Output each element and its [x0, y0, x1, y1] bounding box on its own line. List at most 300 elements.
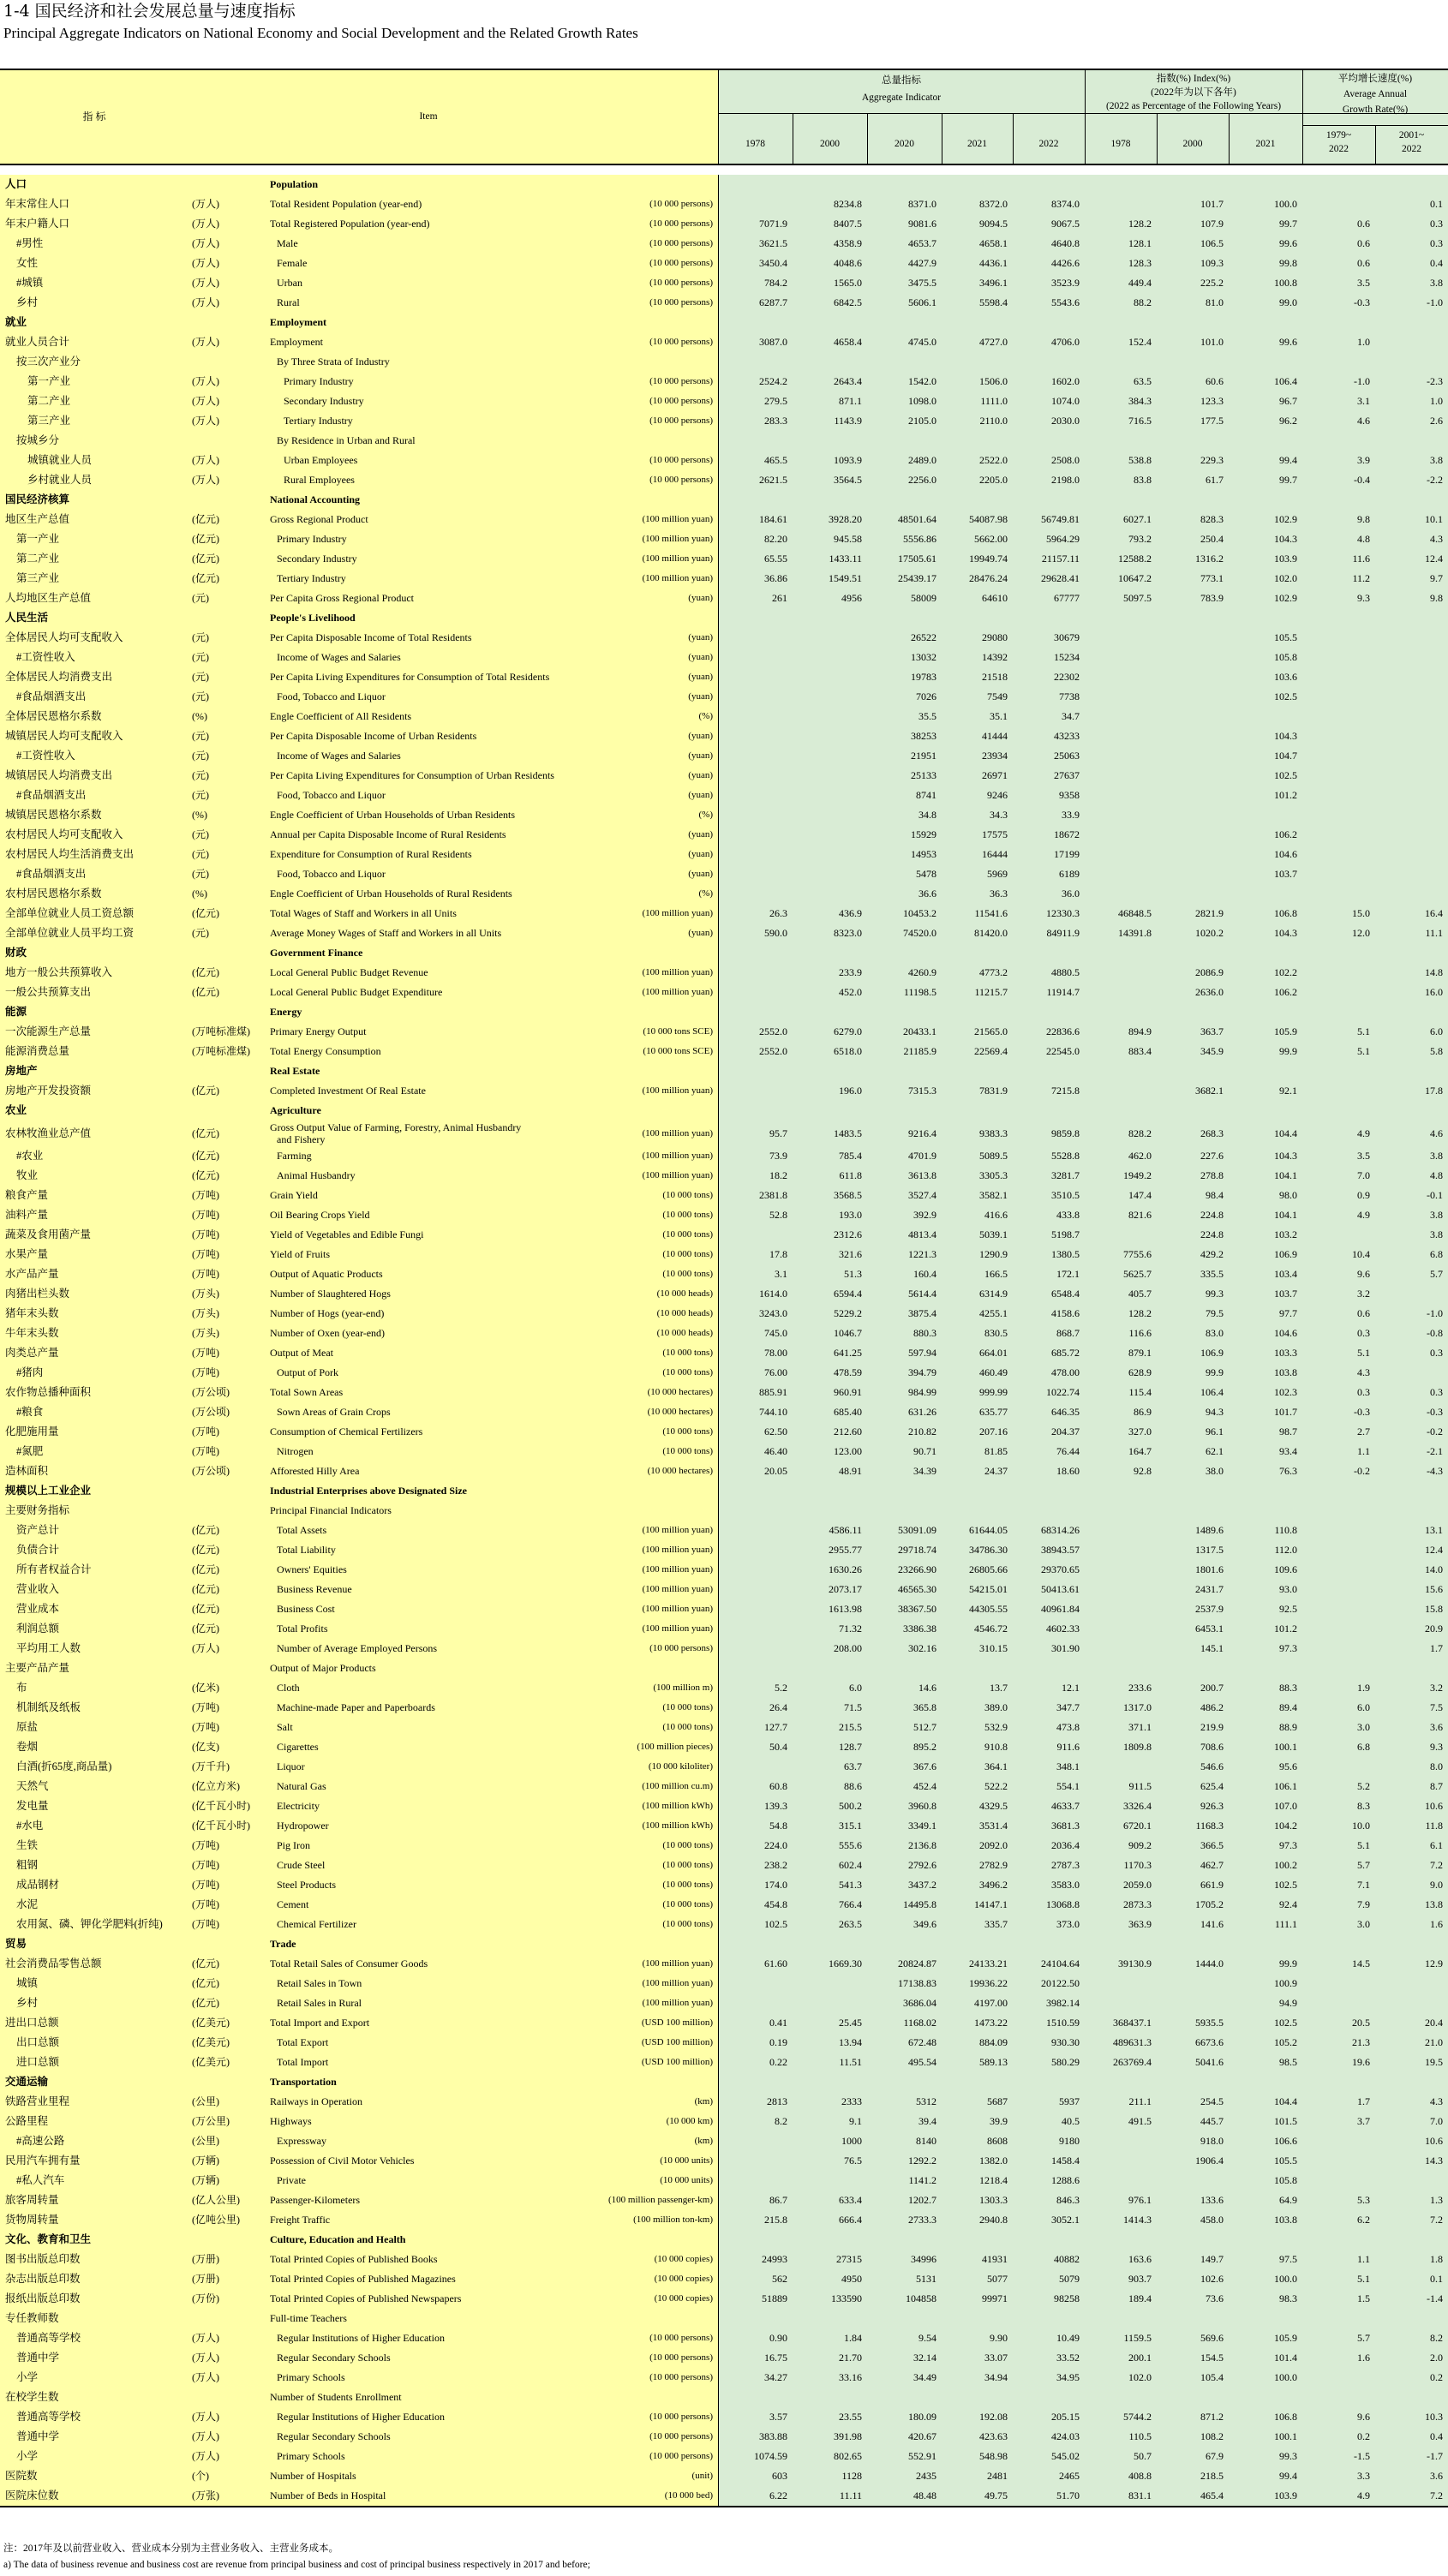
value-cell: 10.1: [1425, 513, 1443, 525]
value-cell: 6.8: [1430, 1248, 1443, 1260]
value-cell: 227.6: [1200, 1150, 1224, 1162]
value-cell: 315.1: [839, 1820, 862, 1832]
value-cell: [1302, 667, 1370, 687]
value-cell: 74520.0: [903, 927, 936, 939]
value-cell: [1302, 963, 1370, 983]
value-cell: 15929: [911, 828, 936, 840]
row-label-en: Total Assets: [277, 1524, 327, 1536]
row-unit-en: (10 000 persons): [649, 337, 713, 347]
value-cell: 106.2: [1274, 986, 1297, 998]
value-cell: 364.1: [984, 1760, 1008, 1772]
row-label-zh: 水果产量: [5, 1248, 49, 1260]
value-cell: 76.5: [844, 2155, 862, 2167]
row-label-zh: 房地产开发投资额: [5, 1085, 92, 1097]
value-cell: 21.70: [839, 2352, 862, 2364]
value-cell: 33.9: [1062, 809, 1080, 821]
value-cell: 21.0: [1425, 2036, 1443, 2048]
row-label-en: Per Capita Living Expenditures for Consumption of Total Residents: [270, 671, 550, 683]
row-label-en: Output of Major Products: [270, 1662, 376, 1674]
row-unit-zh: (万人): [192, 2332, 219, 2344]
row-unit-zh: (万吨): [192, 1228, 219, 1240]
value-cell: 81.85: [984, 1445, 1008, 1457]
value-cell: 93.0: [1279, 1583, 1297, 1595]
value-cell: 785.4: [839, 1150, 862, 1162]
value-cell: -1.0: [1354, 375, 1370, 387]
value-cell: 6.1: [1430, 1839, 1443, 1851]
value-cell: [1302, 1560, 1370, 1580]
value-cell: 98258: [1054, 2292, 1080, 2304]
value-cell: [718, 1974, 787, 1993]
value-cell: 930.30: [1051, 2036, 1080, 2048]
table-row: [0, 411, 1448, 431]
row-label-en: Output of Meat: [270, 1347, 333, 1359]
value-cell: [1302, 2368, 1370, 2388]
value-cell: 7738: [1059, 690, 1080, 702]
row-label-zh: 乡村: [16, 296, 39, 308]
value-cell: 452.4: [913, 1780, 936, 1792]
value-cell: 103.7: [1274, 1288, 1297, 1300]
row-label-zh: 油料产量: [5, 1209, 49, 1221]
value-cell: 11198.5: [903, 986, 936, 998]
row-unit-zh: (元): [192, 789, 209, 801]
value-cell: 88.3: [1279, 1682, 1297, 1694]
value-cell: [1157, 2171, 1224, 2190]
value-cell: 2552.0: [759, 1045, 787, 1057]
value-cell: 13.7: [990, 1682, 1008, 1694]
value-cell: 102.2: [1274, 966, 1297, 978]
row-label-zh: 全部单位就业人员平均工资: [5, 927, 135, 939]
value-cell: 51.70: [1056, 2489, 1080, 2501]
value-cell: 1.1: [1357, 2253, 1370, 2265]
row-unit-en: (100 million yuan): [642, 967, 713, 977]
value-cell: 102.0: [1274, 572, 1297, 584]
value-cell: 115.4: [1128, 1386, 1152, 1398]
value-cell: [718, 648, 787, 667]
row-unit-zh: (亿支): [192, 1741, 219, 1753]
row-unit-en: (10 000 tons): [662, 1860, 713, 1870]
value-cell: 109.6: [1274, 1563, 1297, 1575]
row-label-en: Number of Hogs (year-end): [270, 1307, 385, 1319]
table-row: [0, 1481, 1448, 1501]
value-cell: 6027.1: [1123, 513, 1152, 525]
value-cell: 34.7: [1062, 710, 1080, 722]
row-unit-zh: (万吨): [192, 1898, 219, 1910]
row-label-en: Liquor: [277, 1760, 305, 1772]
table-row: [0, 766, 1448, 786]
row-label-en: Agriculture: [270, 1104, 321, 1116]
value-cell: 103.8: [1274, 1366, 1297, 1378]
value-cell: 11.6: [1352, 553, 1370, 565]
value-cell: -0.2: [1354, 1465, 1370, 1477]
table-row: [0, 805, 1448, 825]
value-cell: [1302, 1225, 1370, 1245]
value-cell: [718, 707, 787, 726]
value-cell: 103.3: [1274, 1347, 1297, 1359]
row-label-en: Energy: [270, 1006, 302, 1018]
value-cell: 3.5: [1357, 277, 1370, 289]
value-cell: 4.9: [1357, 1127, 1370, 1139]
value-cell: 204.37: [1051, 1425, 1080, 1437]
value-cell: 268.3: [1200, 1127, 1224, 1139]
row-unit-en: (10 000 copies): [654, 2274, 713, 2284]
row-label-zh: 专任教师数: [5, 2312, 59, 2324]
row-unit-en: (10 000 tons SCE): [643, 1026, 713, 1037]
value-cell: 903.7: [1128, 2273, 1152, 2285]
row-label-zh: 农作物总播种面积: [5, 1386, 92, 1398]
table-row: [0, 1777, 1448, 1796]
value-cell: 96.2: [1279, 415, 1297, 427]
value-cell: 522.2: [984, 1780, 1008, 1792]
row-label-en: Primary Industry: [277, 533, 347, 545]
value-cell: 1483.5: [834, 1127, 862, 1139]
value-cell: [1157, 687, 1224, 707]
value-cell: 20122.50: [1041, 1977, 1080, 1989]
value-cell: [1157, 864, 1224, 884]
row-unit-en: (100 million yuan): [642, 553, 713, 564]
row-unit-zh: (亿元): [192, 1583, 219, 1595]
value-cell: 3.57: [769, 2411, 787, 2423]
row-label-en: Highways: [270, 2115, 312, 2127]
value-cell: 100.0: [1274, 2273, 1297, 2285]
value-cell: 868.7: [1056, 1327, 1080, 1339]
table-row: [0, 1121, 1448, 1146]
value-cell: [718, 2151, 787, 2171]
value-cell: 2955.77: [829, 1544, 862, 1556]
value-cell: 363.9: [1128, 1918, 1152, 1930]
row-unit-zh: (万吨): [192, 1268, 219, 1280]
value-cell: [1375, 648, 1443, 667]
value-cell: 8.2: [1430, 2332, 1443, 2344]
value-cell: [1302, 194, 1370, 214]
row-label-en: Retail Sales in Rural: [277, 1997, 362, 2009]
row-unit-zh: (万人): [192, 375, 219, 387]
value-cell: [1302, 1993, 1370, 2013]
value-cell: 97.5: [1279, 2253, 1297, 2265]
value-cell: [1085, 825, 1152, 845]
value-cell: 29370.65: [1041, 1563, 1080, 1575]
value-cell: 14953: [911, 848, 936, 860]
value-cell: 48.91: [839, 1465, 862, 1477]
value-cell: 885.91: [759, 1386, 787, 1398]
table-row: [0, 1343, 1448, 1363]
row-label-zh: 农用氮、磷、钾化学肥料(折纯): [16, 1918, 163, 1930]
value-cell: 2.0: [1430, 2352, 1443, 2364]
value-cell: 100.2: [1274, 1859, 1297, 1871]
value-cell: 7549: [987, 690, 1008, 702]
row-unit-zh: (元): [192, 592, 209, 604]
value-cell: 5.1: [1357, 1025, 1370, 1037]
row-label-en: Machine-made Paper and Paperboards: [277, 1701, 435, 1713]
value-cell: [718, 667, 787, 687]
value-cell: 2481: [987, 2470, 1008, 2482]
row-label-zh: 蔬菜及食用菌产量: [5, 1228, 92, 1240]
value-cell: 16.4: [1425, 907, 1443, 919]
row-label-en: Hydropower: [277, 1820, 329, 1832]
row-unit-en: (10 000 bed): [664, 2490, 713, 2501]
table-row: [0, 2230, 1448, 2250]
row-unit-en: (10 000 persons): [649, 415, 713, 426]
value-cell: 685.72: [1051, 1347, 1080, 1359]
table-row: [0, 214, 1448, 234]
value-cell: 4255.1: [979, 1307, 1008, 1319]
row-unit-en: (10 000 tons): [662, 1269, 713, 1279]
value-cell: 215.5: [839, 1721, 862, 1733]
value-cell: [1302, 884, 1370, 904]
row-label-zh: 地区生产总值: [5, 513, 70, 525]
value-cell: [1375, 1284, 1443, 1304]
row-unit-en: (10 000 persons): [649, 218, 713, 229]
value-cell: 6548.4: [1051, 1288, 1080, 1300]
table-row: [0, 1718, 1448, 1737]
row-label-en: Total Sown Areas: [270, 1386, 344, 1398]
value-cell: 104.2: [1274, 1820, 1297, 1832]
value-cell: 212.60: [834, 1425, 862, 1437]
value-cell: 473.8: [1056, 1721, 1080, 1733]
table-row: [0, 1659, 1448, 1678]
row-label-en: Per Capita Disposable Income of Urban Residents: [270, 730, 477, 742]
value-cell: [1085, 845, 1152, 864]
row-unit-zh: (个): [192, 2470, 209, 2482]
value-cell: 491.5: [1128, 2115, 1152, 2127]
row-unit-en: (100 million yuan): [642, 908, 713, 918]
row-unit-en: (10 000 heads): [656, 1288, 713, 1299]
table-row: [0, 2210, 1448, 2230]
row-label-en: Sown Areas of Grain Crops: [277, 1406, 391, 1418]
value-cell: [1085, 786, 1152, 805]
value-cell: 1382.0: [979, 2155, 1008, 2167]
value-cell: [1157, 884, 1224, 904]
header-avg-line1: 平均增长速度(%): [1337, 74, 1413, 84]
value-cell: 3583.0: [1051, 1879, 1080, 1891]
row-unit-en: (10 000 persons): [649, 475, 713, 485]
value-cell: 50413.61: [1041, 1583, 1080, 1595]
value-cell: 373.0: [1056, 1918, 1080, 1930]
value-cell: 98.5: [1279, 2056, 1297, 2068]
row-unit-en: (10 000 tons): [662, 1446, 713, 1456]
table-row: [0, 1205, 1448, 1225]
table-row: [0, 451, 1448, 470]
value-cell: 68314.26: [1041, 1524, 1080, 1536]
value-cell: 192.08: [979, 2411, 1008, 2423]
row-label-en: Male: [277, 237, 298, 249]
value-cell: [1375, 726, 1443, 746]
value-cell: 3349.1: [908, 1820, 936, 1832]
value-cell: 25.45: [839, 2017, 862, 2029]
value-cell: 48501.64: [898, 513, 936, 525]
value-cell: 423.63: [979, 2430, 1008, 2442]
value-cell: [1085, 194, 1152, 214]
value-cell: 2.7: [1357, 1425, 1370, 1437]
value-cell: 784.2: [764, 277, 787, 289]
value-cell: [1085, 2151, 1152, 2171]
value-cell: 54.8: [769, 1820, 787, 1832]
value-cell: 0.19: [769, 2036, 787, 2048]
value-cell: 11914.7: [1046, 986, 1080, 998]
value-cell: 1317.0: [1123, 1701, 1152, 1713]
row-unit-en: (100 million yuan): [642, 1525, 713, 1535]
value-cell: 14.0: [1425, 1563, 1443, 1575]
value-cell: [1375, 707, 1443, 726]
value-cell: 9358: [1059, 789, 1080, 801]
value-cell: 4880.5: [1051, 966, 1080, 978]
table-row: [0, 1678, 1448, 1698]
value-cell: 76.44: [1056, 1445, 1080, 1457]
row-label-en: Pig Iron: [277, 1839, 310, 1851]
row-label-zh: 化肥施用量: [5, 1425, 59, 1437]
row-label-en: Output of Pork: [277, 1366, 338, 1378]
row-unit-en: (yuan): [688, 770, 713, 780]
table-row: [0, 786, 1448, 805]
row-label-zh: 全体居民人均可支配收入: [5, 631, 123, 643]
row-unit-zh: (万辆): [192, 2155, 219, 2167]
value-cell: 4.6: [1430, 1127, 1443, 1139]
value-cell: 107.0: [1274, 1800, 1297, 1812]
row-label-en: Total Printed Copies of Published Magazines: [270, 2273, 456, 2285]
value-cell: 10.0: [1352, 1820, 1370, 1832]
value-cell: 8.3: [1357, 1800, 1370, 1812]
row-unit-en: (10 000 units): [660, 2155, 713, 2166]
value-cell: 500.2: [839, 1800, 862, 1812]
value-cell: 5687: [987, 2095, 1008, 2107]
row-unit-en: (100 million yuan): [642, 1128, 713, 1139]
value-cell: [1302, 1521, 1370, 1540]
value-cell: 101.0: [1200, 336, 1224, 348]
table-title-english: Principal Aggregate Indicators on National Economy and Social Development and the Related Growth Rates: [3, 25, 638, 41]
value-cell: 366.5: [1200, 1839, 1224, 1851]
row-unit-en: (km): [694, 2096, 713, 2107]
value-cell: 1000: [841, 2135, 862, 2147]
row-unit-en: (10 000 persons): [649, 238, 713, 248]
value-cell: 436.9: [839, 907, 862, 919]
value-cell: 1506.0: [979, 375, 1008, 387]
value-cell: 99.4: [1279, 2470, 1297, 2482]
row-label-zh: #食品烟酒支出: [16, 690, 87, 702]
value-cell: 102.5: [1274, 2017, 1297, 2029]
value-cell: 23934: [982, 750, 1008, 762]
value-cell: 110.5: [1128, 2430, 1152, 2442]
value-cell: 104.6: [1274, 1327, 1297, 1339]
row-unit-en: (10 000 tons): [662, 1899, 713, 1910]
value-cell: 6594.4: [834, 1288, 862, 1300]
row-label-zh: 城镇居民人均消费支出: [5, 769, 113, 781]
value-cell: 672.48: [908, 2036, 936, 2048]
row-unit-en: (10 000 tons): [662, 1880, 713, 1890]
value-cell: 365.8: [913, 1701, 936, 1713]
row-label-en: Tertiary Industry: [284, 415, 353, 427]
value-cell: [1157, 766, 1224, 786]
row-label-en: Number of Students Enrollment: [270, 2391, 402, 2403]
value-cell: 50.4: [769, 1741, 787, 1753]
value-cell: 3527.4: [908, 1189, 936, 1201]
row-label-en: Total Registered Population (year-end): [270, 218, 430, 230]
row-label-en: Engle Coefficient of Urban Households of Urban Residents: [270, 809, 516, 821]
value-cell: 4.9: [1357, 1209, 1370, 1221]
row-label-en: Culture, Education and Health: [270, 2233, 406, 2245]
table-row: [0, 1737, 1448, 1757]
table-row: [0, 943, 1448, 963]
row-label-en: Salt: [277, 1721, 293, 1733]
value-cell: 128.7: [839, 1741, 862, 1753]
row-label-zh: 利润总额: [16, 1623, 60, 1635]
row-unit-zh: (万头): [192, 1288, 219, 1300]
value-cell: 105.5: [1274, 2155, 1297, 2167]
row-unit-en: (yuan): [688, 652, 713, 662]
row-unit-zh: (亿元): [192, 1563, 219, 1575]
table-row: [0, 687, 1448, 707]
row-label-zh: 就业: [5, 316, 27, 328]
row-unit-zh: (元): [192, 868, 209, 880]
value-cell: 177.5: [1200, 415, 1224, 427]
value-cell: 2092.0: [979, 1839, 1008, 1851]
value-cell: 911.5: [1128, 1780, 1152, 1792]
row-unit-en: (10 000 persons): [649, 455, 713, 465]
row-unit-zh: (万吨): [192, 1425, 219, 1437]
row-label-en: Primary Schools: [277, 2371, 345, 2383]
value-cell: 62.1: [1206, 1445, 1224, 1457]
value-cell: 33.52: [1056, 2352, 1080, 2364]
value-cell: 102.6: [1200, 2273, 1224, 2285]
table-row: [0, 2151, 1448, 2171]
row-label-zh: 国民经济核算: [5, 493, 70, 505]
value-cell: 394.79: [908, 1366, 936, 1378]
value-cell: 34.39: [913, 1465, 936, 1477]
row-unit-en: (10 000 persons): [649, 2451, 713, 2461]
value-cell: 19949.74: [969, 553, 1008, 565]
row-unit-en: (10 000 tons SCE): [643, 1046, 713, 1056]
row-label-zh: 全体居民人均消费支出: [5, 671, 113, 683]
value-cell: 10453.2: [903, 907, 936, 919]
value-cell: 4158.6: [1051, 1307, 1080, 1319]
value-cell: 3531.4: [979, 1820, 1008, 1832]
value-cell: 14392: [982, 651, 1008, 663]
value-cell: 1380.5: [1051, 1248, 1080, 1260]
table-row: [0, 1422, 1448, 1442]
value-cell: 22569.4: [974, 1045, 1008, 1057]
row-unit-zh: (元): [192, 631, 209, 643]
value-cell: 105.8: [1274, 2174, 1297, 2186]
row-unit-en: (100 million yuan): [642, 1545, 713, 1555]
row-unit-en: (100 million yuan): [642, 1958, 713, 1969]
value-cell: 21518: [982, 671, 1008, 683]
value-cell: 63.7: [844, 1760, 862, 1772]
row-unit-zh: (万人): [192, 277, 219, 289]
row-label-zh: 营业成本: [16, 1603, 60, 1615]
row-label-zh: #氮肥: [16, 1445, 44, 1457]
row-unit-zh: (万公里): [192, 2115, 230, 2127]
value-cell: 215.8: [764, 2214, 787, 2226]
value-cell: 3621.5: [759, 237, 787, 249]
value-cell: 830.5: [984, 1327, 1008, 1339]
row-unit-en: (10 000 tons): [662, 1702, 713, 1712]
value-cell: [1302, 1081, 1370, 1101]
value-cell: 103.2: [1274, 1228, 1297, 1240]
value-cell: 3510.5: [1051, 1189, 1080, 1201]
value-cell: 5089.5: [979, 1150, 1008, 1162]
table-row: [0, 1757, 1448, 1777]
row-label-zh: 规模以上工业企业: [5, 1485, 92, 1497]
value-cell: -1.5: [1354, 2450, 1370, 2462]
value-cell: 210.82: [908, 1425, 936, 1437]
row-label-en: National Accounting: [270, 493, 361, 505]
value-cell: [1085, 667, 1152, 687]
value-cell: 4701.9: [908, 1150, 936, 1162]
value-cell: 39.9: [990, 2115, 1008, 2127]
value-cell: 2256.0: [908, 474, 936, 486]
row-label-en: Cigarettes: [277, 1741, 319, 1753]
row-label-en: Food, Tobacco and Liquor: [277, 789, 386, 801]
row-unit-en: (km): [694, 2136, 713, 2146]
value-cell: 460.49: [979, 1366, 1008, 1378]
